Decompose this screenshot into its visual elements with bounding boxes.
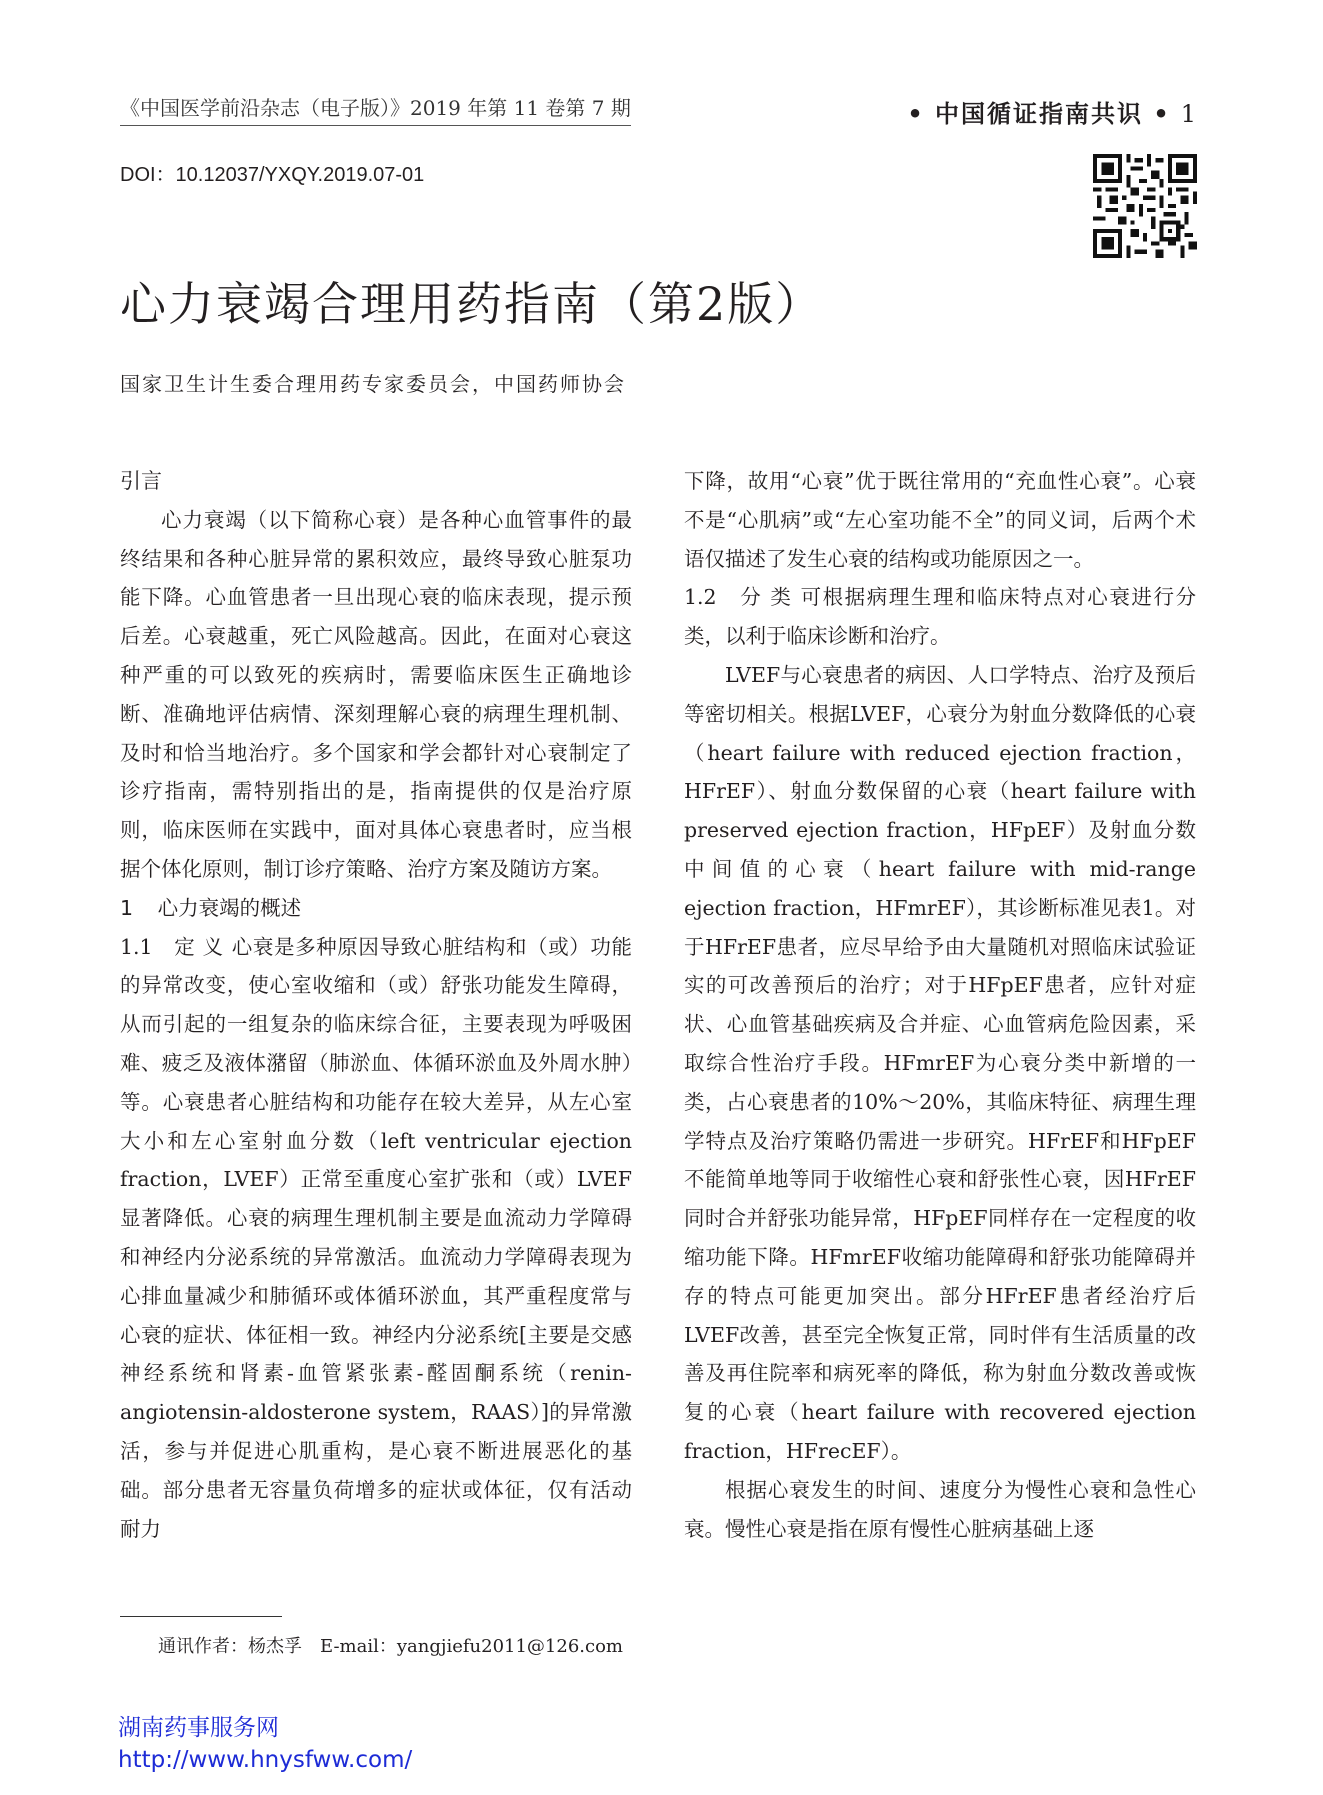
section-name: • 中国循证指南共识 • [907, 100, 1171, 128]
left-column [120, 462, 632, 1548]
section-1-title: 心力衰竭的概述 [157, 895, 302, 920]
journal-citation: 《中国医学前沿杂志（电子版）》2019 年第 11 卷第 7 期 [120, 92, 631, 126]
section-tag [907, 94, 1198, 129]
watermark-site-name: 湖南药事服务网 [118, 1715, 279, 1741]
page-number: 1 [1180, 100, 1198, 128]
lvef-paragraph: LVEF与心衰患者的病因、人口学特点、治疗及预后等密切相关。根据LVEF，心衰分为射血分数降低的心衰（heart failure with reduced ejection fraction，HFrEF）、射血分数保留的心衰（heart failure with preserved ejection fraction，HFpEF）及射血分数中间值的心衰（heart failure with mid-range ejection fraction，HFmrEF），其诊断标准见表1。对于HFrEF患者，应尽早给予由大量随机对照临床试验证实的可改善预后的治疗；对于HFpEF患者，应针对症状、心血管基础疾病及合并症、心血管病危险因素，采取综合性治疗手段。HFmrEF为心衰分类中新增的一类，占心衰患者的10%～20%，其临床特征、病理生理学特点及治疗策略仍需进一步研究。HFrEF和HFpEF不能简单地等同于收缩性心衰和舒张性心衰，因HFrEF同时合并舒张功能异常，HFpEF同样存在一定程度的收缩功能下降。HFmrEF收缩功能障碍和舒张功能障碍并存的特点可能更加突出。部分HFrEF患者经治疗后LVEF改善，甚至完全恢复正常，同时伴有生活质量的改善及再住院率和病死率的降低，称为射血分数改善或恢复的心衰（heart failure with recovered ejection fraction，HFrecEF）。 [684, 662, 1196, 1463]
section-1-1-continued: 下降，故用“心衰”优于既往常用的“充血性心衰”。心衰不是“心肌病”或“左心室功能不全”的同义词，后两个术语仅描述了发生心衰的结构或功能原因之一。 [684, 469, 1196, 571]
footnote-rule [120, 1616, 282, 1617]
section-1-2-paragraph [684, 578, 1196, 656]
intro-paragraph: 心力衰竭（以下简称心衰）是各种心血管事件的最终结果和各种心脏异常的累积效应，最终导致心脏泵功能下降。心血管患者一旦出现心衰的临床表现，提示预后差。心衰越重，死亡风险越高。因此，在面对心衰这种严重的可以致死的疾病时，需要临床医生正确地诊断、准确地评估病情、深刻理解心衰的病理生理机制、及时和恰当地治疗。多个国家和学会都针对心衰制定了诊疗指南，需特别指出的是，指南提供的仅是治疗原则，临床医师在实践中，面对具体心衰患者时，应当根据个体化原则，制订诊疗策略、治疗方案及随访方案。 [120, 507, 632, 881]
watermark-url: http://www.hnysfww.com/ [118, 1747, 413, 1773]
intro-heading: 引言 [120, 469, 162, 493]
section-1-2-text: 可根据病理生理和临床特点对心衰进行分类，以利于临床诊断和治疗。 [684, 585, 1196, 649]
right-column [684, 462, 1196, 1548]
section-1-heading [120, 889, 632, 928]
section-1-1-text: 心衰是多种原因导致心脏结构和（或）功能的异常改变，使心室收缩和（或）舒张功能发生障碍，从而引起的一组复杂的临床综合征，主要表现为呼吸困难、疲乏及液体潴留（肺淤血、体循环淤血及外周水肿）等。心衰患者心脏结构和功能存在较大差异，从左心室大小和左心室射血分数（left ventricular ejection fraction，LVEF）正常至重度心室扩张和（或）LVEF显著降低。心衰的病理生理机制主要是血流动力学障碍和神经内分泌系统的异常激活。血流动力学障碍表现为心排血量减少和肺循环或体循环淤血，其严重程度常与心衰的症状、体征相一致。神经内分泌系统[主要是交感神经系统和肾素-血管紧张素-醛固酮系统（renin-angiotensin-aldosterone system，RAAS）]的异常激活，参与并促进心肌重构，是心衰不断进展恶化的基础。部分患者无容量负荷增多的症状或体征，仅有活动耐力 [120, 934, 632, 1541]
section-1-1-label: 1.1 定 义 [120, 934, 224, 959]
doi: DOI：10.12037/YXQY.2019.07-01 [120, 164, 425, 186]
section-1-1-paragraph [120, 928, 632, 1549]
section-1-number: 1 [120, 895, 134, 920]
corresponding-author-footnote: 通讯作者：杨杰孚 E-mail：yangjiefu2011@126.com [158, 1636, 624, 1657]
chronic-acute-paragraph: 根据心衰发生的时间、速度分为慢性心衰和急性心衰。慢性心衰是指在原有慢性心脏病基础上逐 [684, 1477, 1196, 1541]
page-title: 心力衰竭合理用药指南（第2版） [120, 277, 824, 331]
qr-code-icon [1093, 154, 1197, 258]
section-1-2-label: 1.2 分 类 [684, 585, 793, 610]
watermark [118, 1712, 412, 1776]
authors: 国家卫生计生委合理用药专家委员会，中国药师协会 [120, 372, 626, 396]
